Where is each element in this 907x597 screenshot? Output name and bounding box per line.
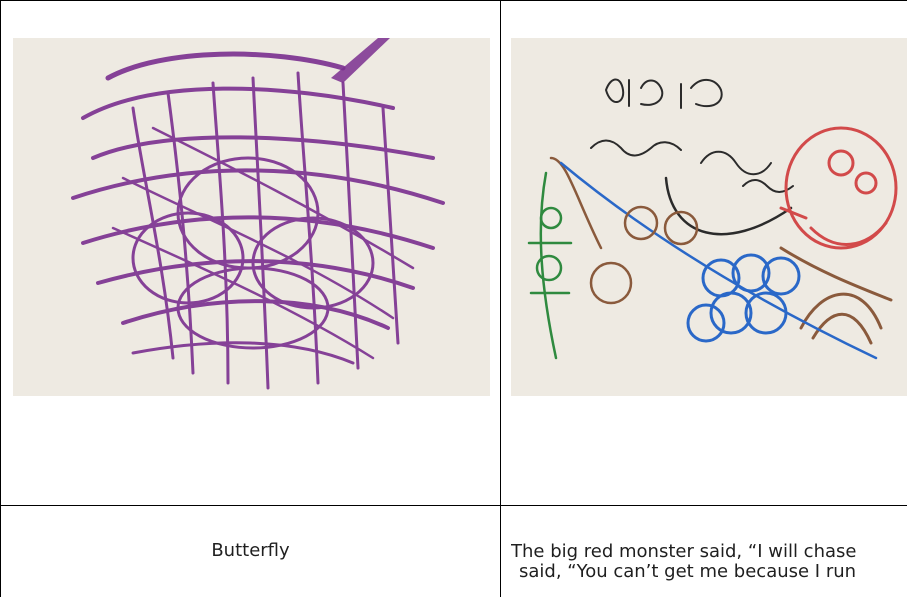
monster-story-drawing (511, 38, 907, 396)
caption-butterfly-text: Butterfly (211, 540, 290, 561)
caption-monster-story-line-1: The big red monster said, “I will chase (511, 542, 857, 562)
caption-monster-story-line-2: said, “You can’t get me because I run (519, 561, 857, 582)
table-border-middle (500, 0, 501, 597)
purple-scribble-drawing (13, 38, 490, 396)
caption-monster-story (511, 542, 907, 597)
caption-butterfly (1, 505, 500, 597)
table-border-top (0, 0, 907, 1)
